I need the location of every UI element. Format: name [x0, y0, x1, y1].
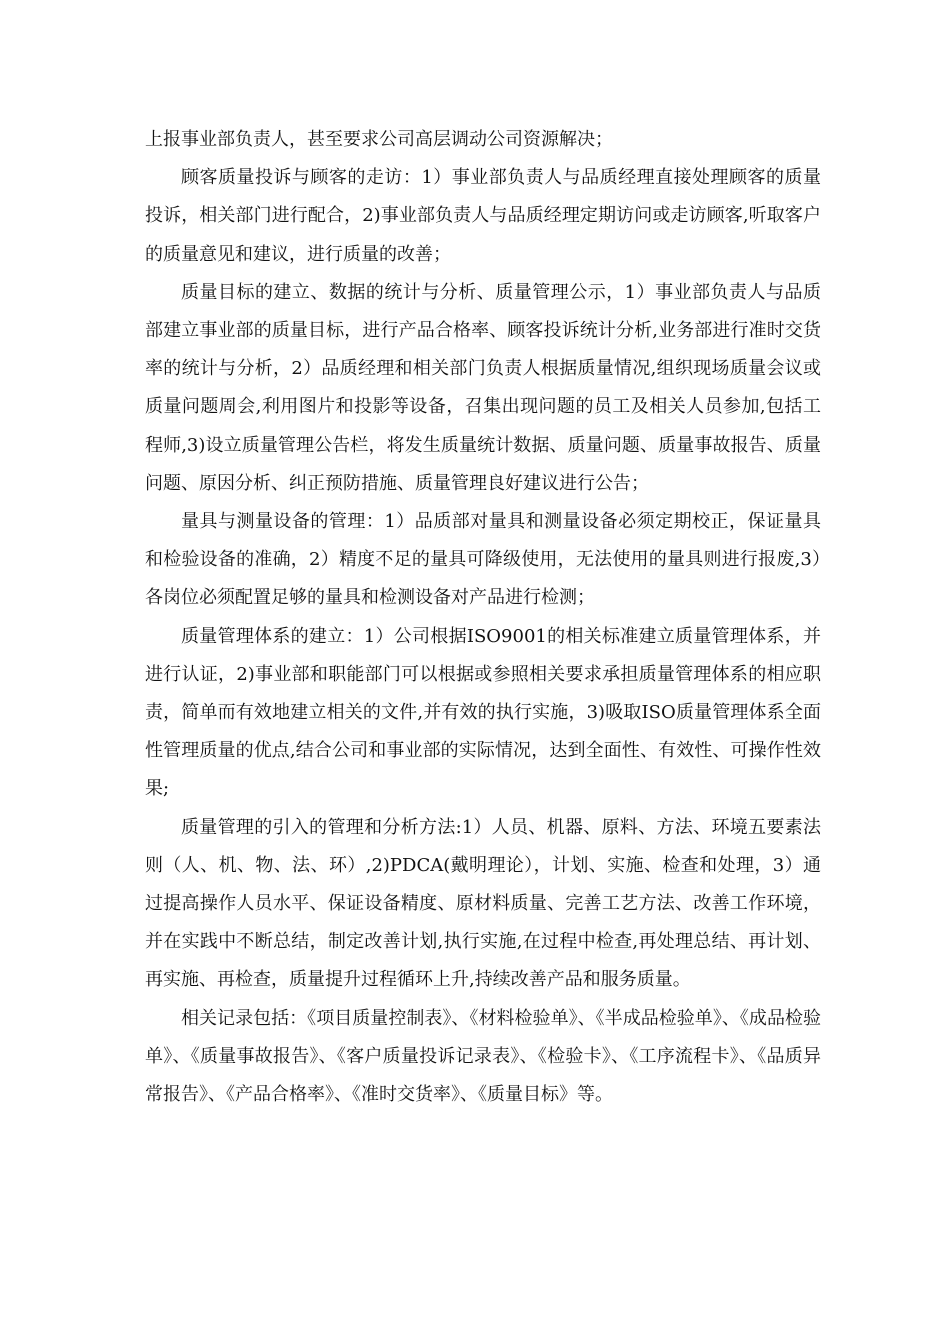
paragraph-analysis-methods: 质量管理的引入的管理和分析方法:1）人员、机器、原料、方法、环境五要素法则（人、机、物、法、环）,2)PDCA(戴明理论），计划、实施、检查和处理，3）通过提高操作人员水平、保证设备精度、原材料质量、完善工艺方法、改善工作环境，并在实践中不断总结，制定改善计划,执行实施,在过程中检查,再处理总结、再计划、再实施、再检查，质量提升过程循环上升,持续改善产品和服务质量。 [145, 816, 821, 991]
document-body [145, 121, 821, 1114]
paragraph-related-records: 相关记录包括：《项目质量控制表》、《材料检验单》、《半成品检验单》、《成品检验单》、《质量事故报告》、《客户质量投诉记录表》、《检验卡》、《工序流程卡》、《品质异常报告》、《产品合格率》、《准时交货率》、《质量目标》等。 [145, 1007, 821, 1106]
paragraph-quality-objectives: 质量目标的建立、数据的统计与分析、质量管理公示，1）事业部负责人与品质部建立事业部的质量目标，进行产品合格率、顾客投诉统计分析,业务部进行准时交货率的统计与分析，2）品质经理和相关部门负责人根据质量情况,组织现场质量会议或质量问题周会,利用图片和投影等设备，召集出现问题的员工及相关人员参加,包括工程师,3)设立质量管理公告栏，将发生质量统计数据、质量问题、质量事故报告、质量问题、原因分析、纠正预防措施、质量管理良好建议进行公告； [145, 281, 821, 494]
paragraph-escalation: 上报事业部负责人，甚至要求公司高层调动公司资源解决； [145, 129, 613, 150]
paragraph-quality-system: 质量管理体系的建立：1）公司根据ISO9001的相关标准建立质量管理体系，并进行认证，2)事业部和职能部门可以根据或参照相关要求承担质量管理体系的相应职责，简单而有效地建立相关的文件,并有效的执行实施，3)吸取ISO质量管理体系全面性管理质量的优点,结合公司和事业部的实际情况，达到全面性、有效性、可操作性效果; [145, 625, 821, 800]
paragraph-customer-complaints: 顾客质量投诉与顾客的走访：1）事业部负责人与品质经理直接处理顾客的质量投诉，相关部门进行配合，2)事业部负责人与品质经理定期访问或走访顾客,听取客户的质量意见和建议，进行质量的改善； [145, 167, 821, 265]
paragraph-measuring-equipment: 量具与测量设备的管理：1）品质部对量具和测量设备必须定期校正，保证量具和检验设备的准确，2）精度不足的量具可降级使用，无法使用的量具则进行报废,3）各岗位必须配置足够的量具和检测设备对产品进行检测； [145, 511, 821, 609]
